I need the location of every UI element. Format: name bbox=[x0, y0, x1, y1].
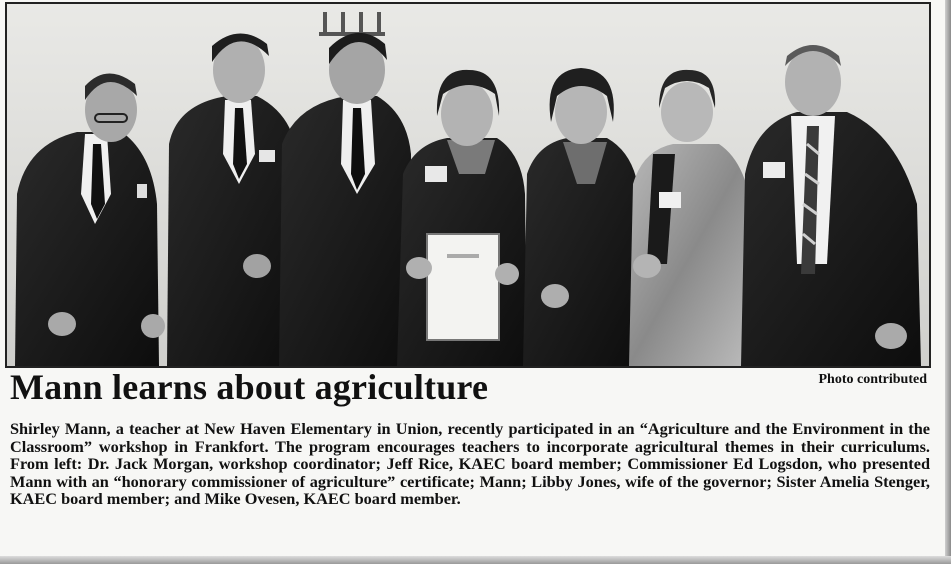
paper-edge-right bbox=[945, 0, 951, 564]
group-photo bbox=[5, 2, 931, 368]
caption-text: Shirley Mann, a teacher at New Haven Elementary in Union, recently participated in an “Agriculture and the Environment in the Classroom” workshop in Frankfort. The program encourages teachers to incorporate agricultural themes in their curriculums. From left: Dr. Jack Morgan, workshop coordinator; Jeff Rice, KAEC board member; Commissioner Ed Logsdon, who presented Mann with an “honorary commissioner of agriculture” certificate; Mann; Libby Jones, wife of the governor; Sister Amelia Stenger, KAEC board member; and Mike Ovesen, KAEC board member. bbox=[10, 419, 930, 509]
certificate bbox=[427, 234, 499, 340]
photo-credit: Photo contributed bbox=[818, 372, 927, 387]
group-photo-illustration bbox=[7, 4, 929, 366]
headline: Mann learns about agriculture bbox=[10, 367, 489, 407]
paper-edge-bottom bbox=[0, 556, 951, 564]
